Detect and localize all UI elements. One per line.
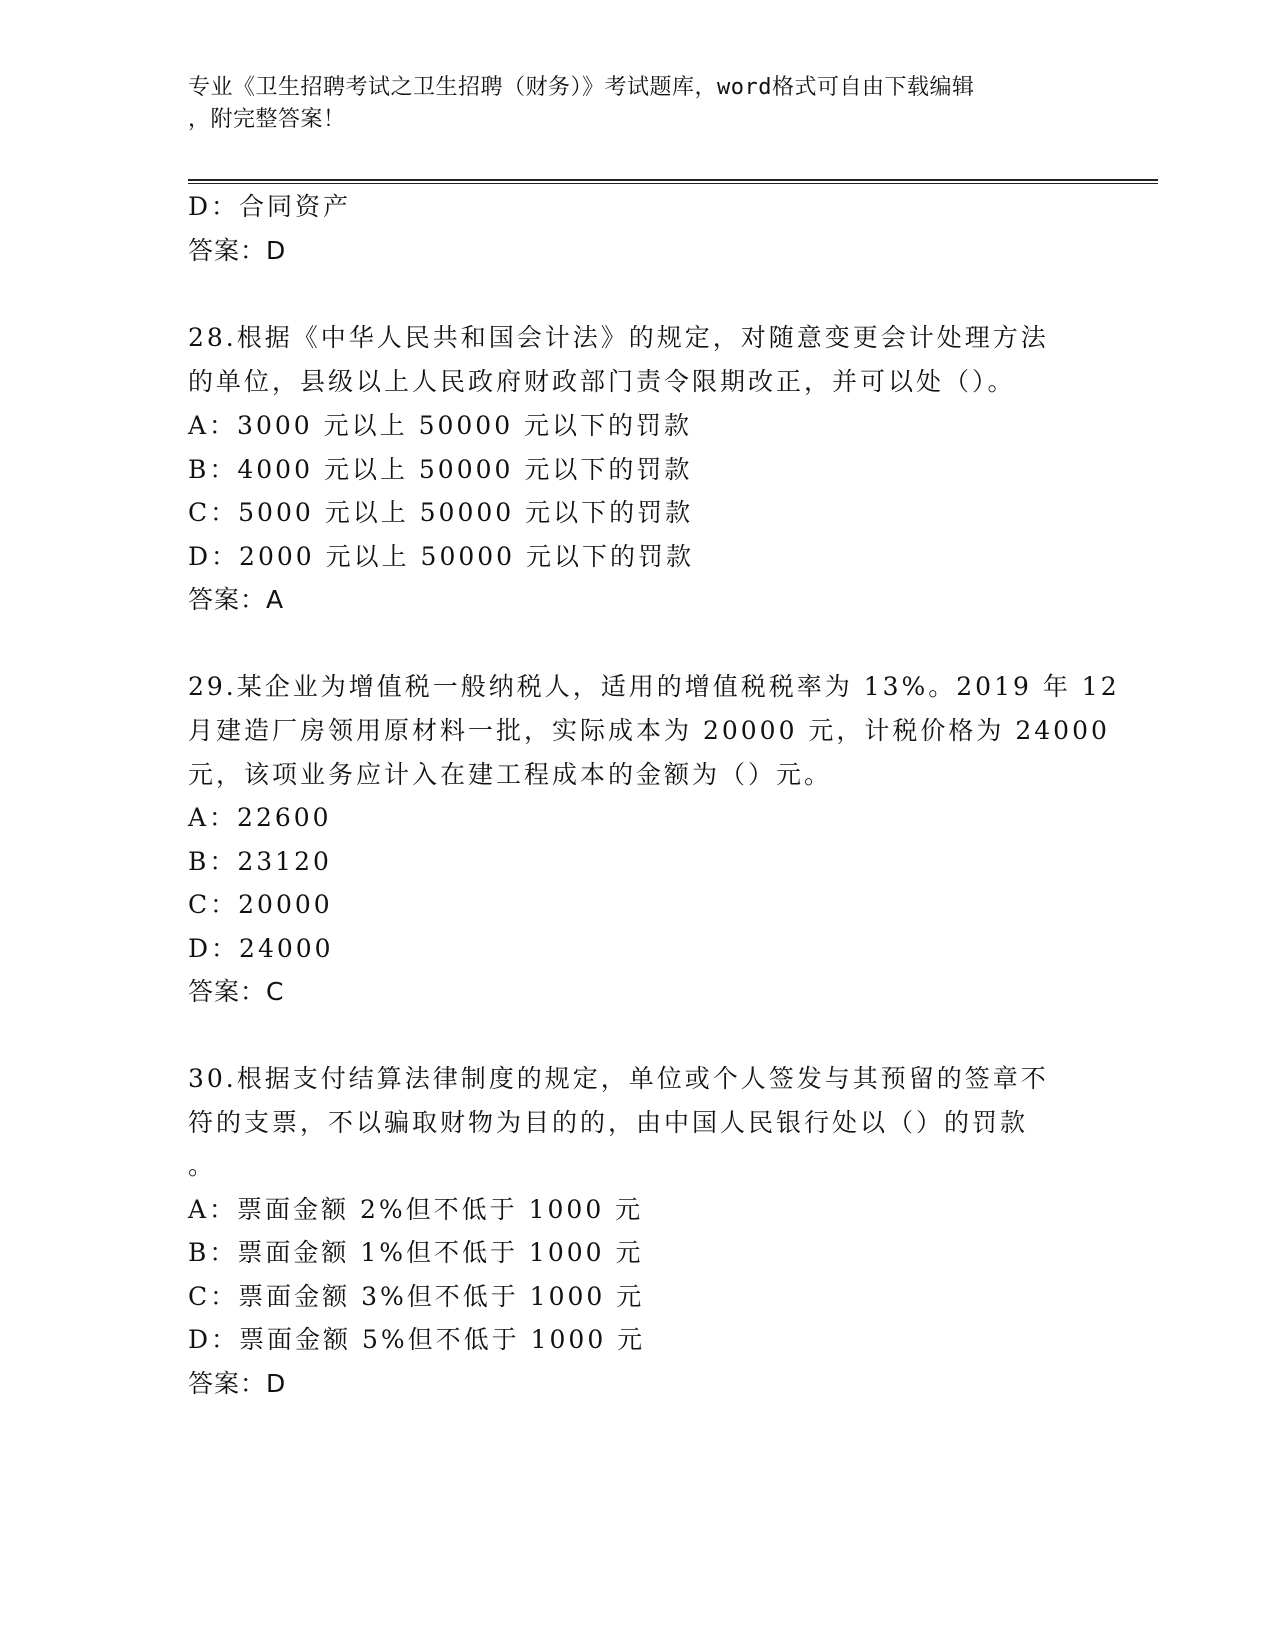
q30-option-a: A：票面金额 2%但不低于 1000 元 [188, 1195, 644, 1224]
q29-option-d: D：24000 [188, 934, 334, 963]
q29-stem-line-1: 29.某企业为增值税一般纳税人，适用的增值税税率为 13%。2019 年 12 [188, 672, 1120, 701]
header-rule-thin [188, 183, 1158, 184]
q28-answer: 答案：A [188, 585, 285, 614]
q29-option-b: B：23120 [188, 847, 332, 876]
prev-answer: 答案：D [188, 236, 287, 265]
q30-option-c: C：票面金额 3%但不低于 1000 元 [188, 1282, 645, 1311]
q30-option-b: B：票面金额 1%但不低于 1000 元 [188, 1238, 644, 1267]
header-line-2: ，附完整答案！ [188, 107, 346, 132]
q28-option-c: C：5000 元以上 50000 元以下的罚款 [188, 498, 694, 527]
document-header [188, 72, 1088, 136]
q29-option-a: A：22600 [188, 803, 332, 832]
q28-option-d: D：2000 元以上 50000 元以下的罚款 [188, 542, 695, 571]
q30-answer: 答案：D [188, 1369, 287, 1398]
q28-stem-line-1: 28.根据《中华人民共和国会计法》的规定，对随意变更会计处理方法 [188, 323, 1049, 352]
q29-stem-line-3: 元，该项业务应计入在建工程成本的金额为（）元。 [188, 760, 833, 789]
q28-option-a: A：3000 元以上 50000 元以下的罚款 [188, 411, 693, 440]
header-line-1: 专业《卫生招聘考试之卫生招聘（财务）》考试题库，word格式可自由下载编辑 [188, 75, 975, 100]
q30-stem-line-1: 30.根据支付结算法律制度的规定，单位或个人签发与其预留的签章不 [188, 1064, 1049, 1093]
q28-option-b: B：4000 元以上 50000 元以下的罚款 [188, 455, 693, 484]
header-rule-thick [188, 179, 1158, 181]
q30-option-d: D：票面金额 5%但不低于 1000 元 [188, 1325, 646, 1354]
prev-option-d: D：合同资产 [188, 192, 352, 221]
q30-stem-line-3: 。 [188, 1151, 217, 1180]
q29-stem-line-2: 月建造厂房领用原材料一批，实际成本为 20000 元，计税价格为 24000 [188, 716, 1110, 745]
q30-stem-line-2: 符的支票，不以骗取财物为目的的，由中国人民银行处以（）的罚款 [188, 1108, 1029, 1137]
q28-stem-line-2: 的单位，县级以上人民政府财政部门责令限期改正，并可以处（）。 [188, 367, 1016, 396]
q29-option-c: C：20000 [188, 890, 333, 919]
q29-answer: 答案：C [188, 977, 285, 1006]
